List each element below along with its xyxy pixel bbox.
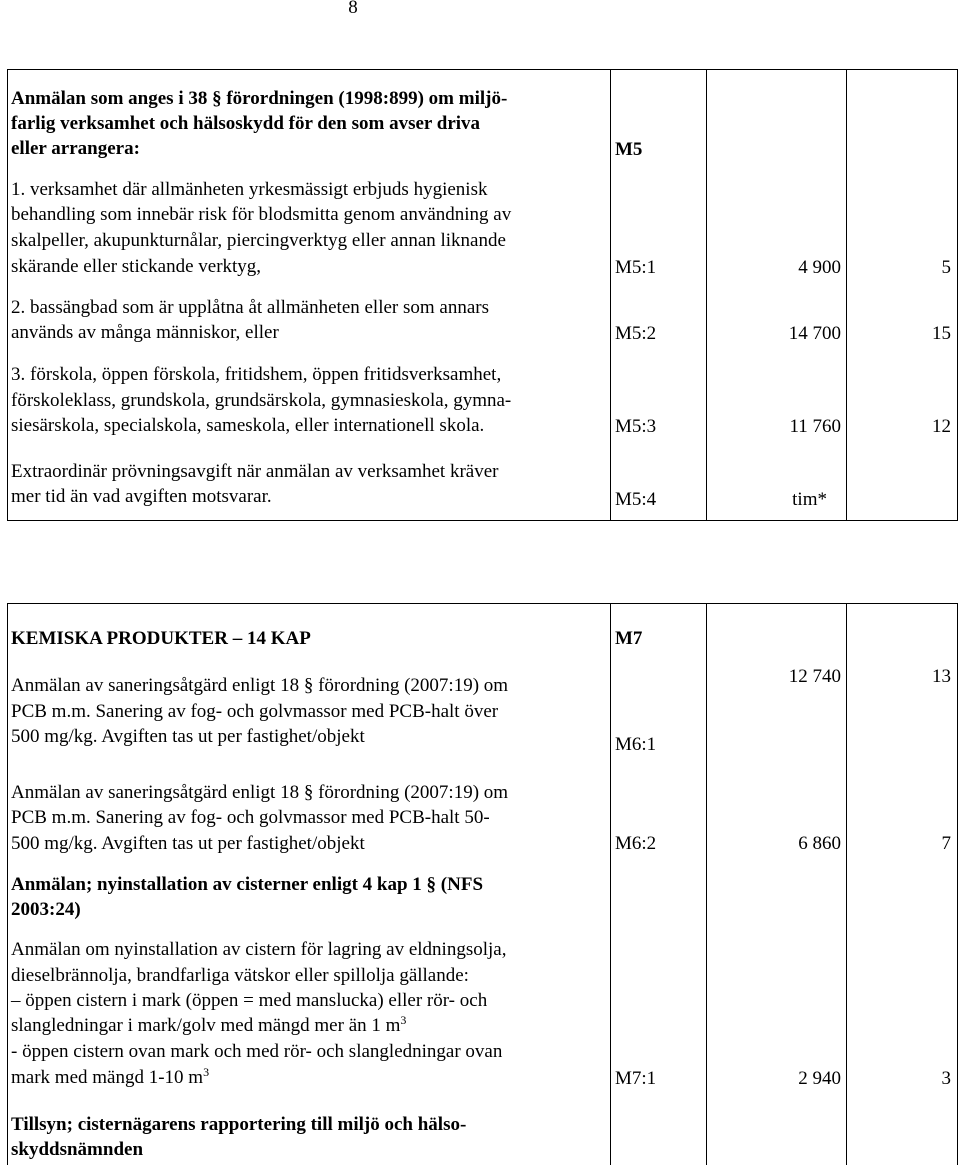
fee-amount: 11 760 [789, 416, 841, 437]
fee-amount: 4 900 [798, 257, 841, 278]
tillsyn-heading-line: Tillsyn; cisternägarens rapportering till miljö och hälso- [11, 1114, 467, 1135]
row-text: mark med mängd 1-10 m [11, 1067, 204, 1088]
fee-amount: tim* [792, 489, 827, 510]
fee-code: M7:1 [615, 1068, 657, 1089]
row-text-line: skärande eller stickande verktyg, [11, 256, 262, 277]
row-text-line: Anmälan om nyinstallation av cistern för lagring av eldningsolja, [11, 939, 507, 960]
row-text-line: - öppen cistern ovan mark och med rör- och slangledningar ovan [11, 1041, 503, 1062]
row-text-line [11, 1066, 209, 1091]
row-text-line: 3. förskola, öppen förskola, fritidshem, öppen fritidsverksamhet, [11, 364, 502, 385]
page-number: 8 [348, 0, 358, 18]
fee-code: M5:3 [615, 416, 657, 437]
row-text-line: siesärskola, specialskola, sameskola, eller internationell skola. [11, 415, 485, 436]
fee-amount: 2 940 [798, 1068, 841, 1089]
row-text-line: dieselbrännolja, brandfarliga vätskor eller spillolja gällande: [11, 965, 469, 986]
fee-amount: 6 860 [798, 833, 841, 854]
fee-hours: 3 [941, 1068, 951, 1089]
fee-code: M6:1 [615, 734, 657, 755]
row-text-line: 500 mg/kg. Avgiften tas ut per fastighet/objekt [11, 833, 365, 854]
m5-heading-line: eller arrangera: [11, 138, 140, 159]
fee-hours: 13 [932, 666, 951, 687]
row-text-line: PCB m.m. Sanering av fog- och golvmassor med PCB-halt över [11, 701, 499, 722]
row-text-line: mer tid än vad avgiften motsvarar. [11, 486, 272, 507]
row-text-line: förskoleklass, grundskola, grundsärskola, gymnasieskola, gymna- [11, 390, 512, 411]
tillsyn-heading-line: skyddsnämnden [11, 1139, 144, 1160]
fee-code: M6:2 [615, 833, 657, 854]
fee-hours: 5 [941, 257, 951, 278]
cistern-heading-line: Anmälan; nyinstallation av cisterner enligt 4 kap 1 § (NFS [11, 874, 484, 895]
fee-hours: 12 [932, 416, 951, 437]
m5-code: M5 [615, 139, 643, 160]
row-text-line: skalpeller, akupunkturnålar, piercingverktyg eller annan liknande [11, 230, 506, 251]
superscript: 3 [203, 1065, 210, 1079]
row-text-line: Extraordinär prövningsavgift när anmälan av verksamhet kräver [11, 461, 499, 482]
fee-code: M5:1 [615, 257, 657, 278]
row-text-line [11, 1014, 406, 1039]
row-text-line: PCB m.m. Sanering av fog- och golvmassor med PCB-halt 50- [11, 807, 490, 828]
m7-heading: KEMISKA PRODUKTER – 14 KAP [11, 628, 311, 649]
row-text-line: behandling som innebär risk för blodsmitta genom användning av [11, 204, 512, 225]
row-text-line: används av många människor, eller [11, 322, 279, 343]
fee-hours: 15 [932, 323, 951, 344]
row-text-line: 500 mg/kg. Avgiften tas ut per fastighet/objekt [11, 726, 365, 747]
fee-amount: 12 740 [788, 666, 841, 687]
m5-heading-line: Anmälan som anges i 38 § förordningen (1998:899) om miljö- [11, 88, 508, 109]
row-text-line: 2. bassängbad som är upplåtna åt allmänheten eller som annars [11, 297, 490, 318]
row-text: slangledningar i mark/golv med mängd mer än 1 m [11, 1015, 401, 1036]
superscript: 3 [400, 1013, 407, 1027]
m5-heading-line: farlig verksamhet och hälsoskydd för den som avser driva [11, 113, 481, 134]
fee-code: M5:4 [615, 489, 657, 510]
row-text-line: 1. verksamhet där allmänheten yrkesmässigt erbjuds hygienisk [11, 179, 488, 200]
cistern-heading-line: 2003:24) [11, 899, 81, 920]
row-text-line: Anmälan av saneringsåtgärd enligt 18 § förordning (2007:19) om [11, 675, 509, 696]
fee-hours: 7 [941, 833, 951, 854]
m7-code: M7 [615, 628, 643, 649]
fee-amount: 14 700 [788, 323, 841, 344]
row-text-line: – öppen cistern i mark (öppen = med manslucka) eller rör- och [11, 990, 488, 1011]
row-text-line: Anmälan av saneringsåtgärd enligt 18 § förordning (2007:19) om [11, 782, 509, 803]
fee-code: M5:2 [615, 323, 657, 344]
